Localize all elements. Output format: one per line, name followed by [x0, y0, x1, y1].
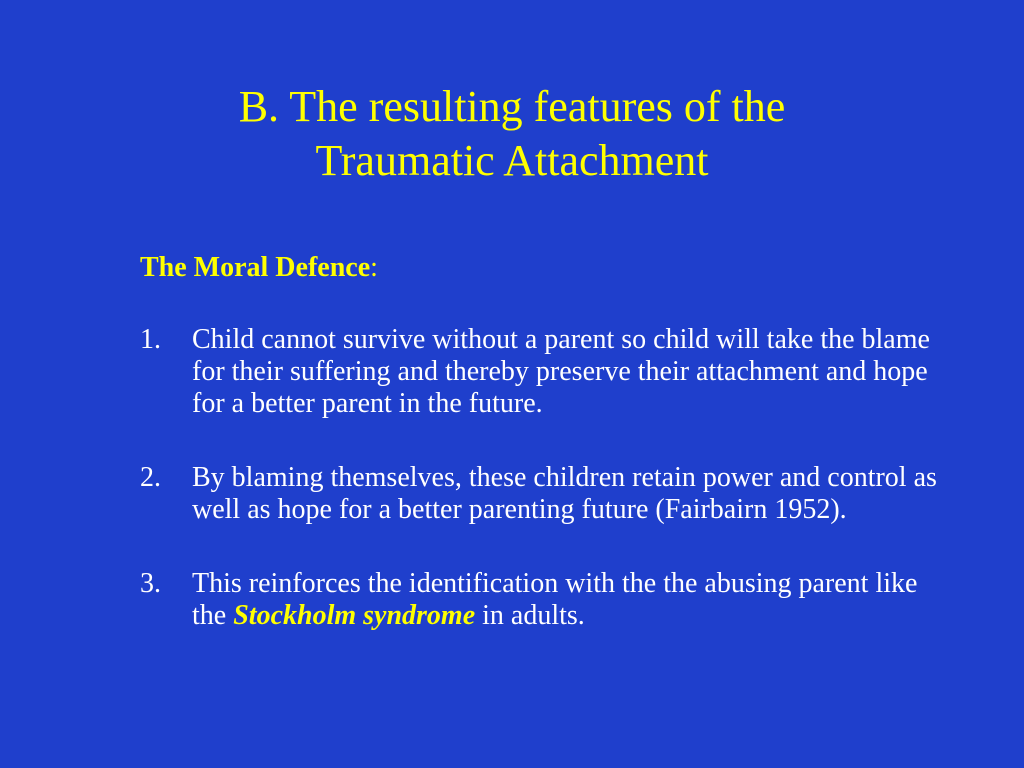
- slide-title: [0, 80, 1024, 188]
- numbered-list: [140, 324, 950, 632]
- list-item-text: By blaming themselves, these children retain power and control as well as hope for a better parenting future (Fairbairn 1952).: [192, 462, 937, 525]
- stockholm-syndrome-emphasis: Stockholm syndrome: [233, 600, 476, 631]
- list-item-text: [192, 568, 950, 632]
- subheading-colon: :: [370, 252, 378, 283]
- list-item: [140, 462, 950, 526]
- list-item-number: 2.: [140, 462, 161, 493]
- slide-body: [140, 252, 950, 632]
- list-item: [140, 324, 950, 420]
- slide-title-line-2: Traumatic Attachment: [315, 136, 709, 185]
- list-item-text: Child cannot survive without a parent so child will take the blame for their suffering and thereby preserve their attachment and hope for a better parent in the future.: [192, 324, 930, 419]
- subheading: [140, 252, 950, 284]
- list-item-number: 1.: [140, 324, 161, 355]
- subheading-text: The Moral Defence: [140, 252, 371, 283]
- slide-title-line-1: B. The resulting features of the: [238, 82, 786, 131]
- list-item-text-before: This reinforces the identification with the the abusing parent like the: [192, 568, 918, 631]
- list-item-number: 3.: [140, 568, 161, 599]
- list-item: [140, 568, 950, 632]
- list-item-text-after: in adults.: [475, 600, 585, 631]
